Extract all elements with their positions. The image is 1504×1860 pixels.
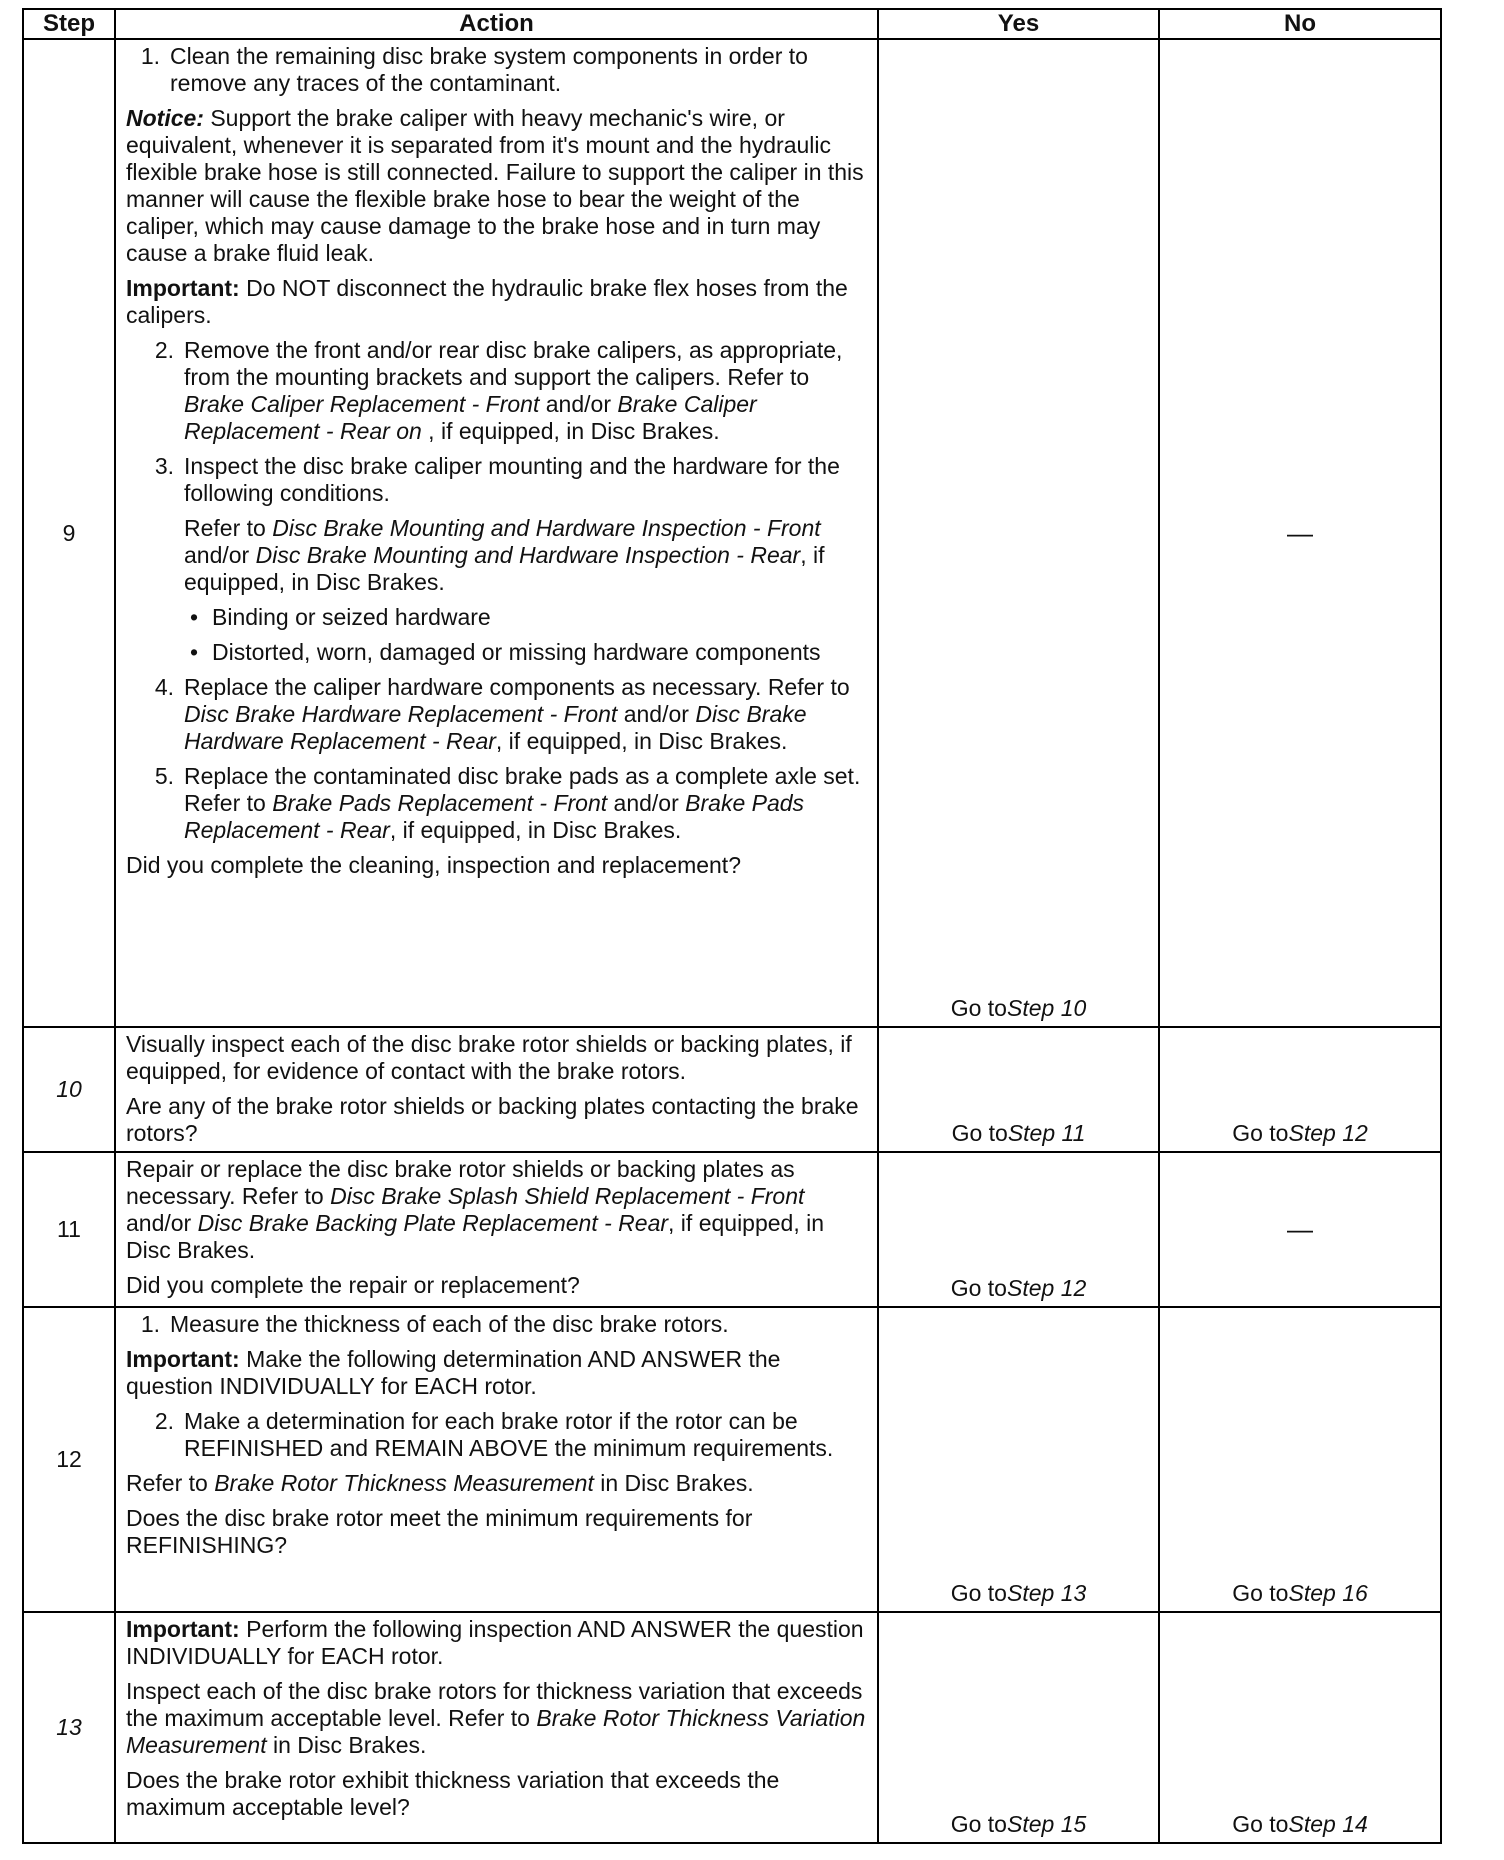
reference-link[interactable]: Disc Brake Splash Shield Replacement - Front xyxy=(330,1183,805,1209)
step-11-number: 11 xyxy=(24,1153,116,1308)
reference-link[interactable]: Disc Brake Backing Plate Replacement - Rear xyxy=(197,1210,669,1236)
instruction: Inspect each of the disc brake rotors for thickness variation that exceeds the maximum acceptable level. Refer to Brake Rotor Thickness Variation Measurement in Disc Brakes. xyxy=(126,1678,866,1758)
step-10-yes[interactable]: Go to Step 11 xyxy=(879,1028,1160,1153)
instruction: Visually inspect each of the disc brake rotor shields or backing plates, if equipped, for evidence of contact with the brake rotors. xyxy=(126,1031,852,1084)
item-text: Inspect the disc brake caliper mounting and the hardware for the following conditions. xyxy=(184,453,840,506)
question: Does the disc brake rotor meet the minimum requirements for REFINISHING? xyxy=(126,1505,753,1558)
item-text: Measure the thickness of each of the disc brake rotors. xyxy=(170,1311,729,1337)
header-no: No xyxy=(1160,10,1440,40)
important-note: Important: Make the following determination AND ANSWER the question INDIVIDUALLY for EACH rotor. xyxy=(126,1346,781,1399)
header-step: Step xyxy=(24,10,116,40)
reference-link[interactable]: Brake Caliper Replacement - Front xyxy=(184,391,540,417)
important-note: Important: Perform the following inspection AND ANSWER the question INDIVIDUALLY for EACH rotor. xyxy=(126,1616,864,1669)
step-11-no: — xyxy=(1160,1153,1440,1308)
diagnostic-table xyxy=(22,8,1442,1844)
item-number: 2. xyxy=(154,337,174,363)
step-13-yes[interactable]: Go to Step 15 xyxy=(879,1613,1160,1842)
step-13-action xyxy=(116,1613,879,1842)
step-10-action xyxy=(116,1028,879,1153)
item-number: 1. xyxy=(140,43,160,69)
reference-link[interactable]: Brake Pads Replacement - Front xyxy=(272,790,608,816)
step-12-action xyxy=(116,1308,879,1613)
item-text: Replace the contaminated disc brake pads as a complete axle set. Refer to Brake Pads Replacement - Front and/or Brake Pads Replacement - Rear, if equipped, in Disc Brakes. xyxy=(184,763,861,843)
question: Does the brake rotor exhibit thickness variation that exceeds the maximum acceptable level? xyxy=(126,1767,780,1820)
reference-link[interactable]: Brake Caliper Replacement - Rear on xyxy=(184,391,757,444)
step-9-number: 9 xyxy=(24,40,116,1028)
item-text: Remove the front and/or rear disc brake calipers, as appropriate, from the mounting brackets and support the calipers. Refer to Brake Caliper Replacement - Front and/or Brake Caliper Replacement - Rear on , if equipped, in Disc Brakes. xyxy=(184,337,843,444)
step-10-no[interactable]: Go to Step 12 xyxy=(1160,1028,1440,1153)
question: Are any of the brake rotor shields or backing plates contacting the brake rotors? xyxy=(126,1093,859,1146)
notice: Notice: Support the brake caliper with heavy mechanic's wire, or equivalent, whenever it is separated from it's mount and the hydraulic flexible brake hose is still connected. Failure to support the caliper in this manner will cause the flexible brake hose to bear the weight of the caliper, which may cause damage to the brake hose and in turn may cause a brake fluid leak. xyxy=(126,105,864,266)
header-yes: Yes xyxy=(879,10,1160,40)
step-12-yes[interactable]: Go to Step 13 xyxy=(879,1308,1160,1613)
instruction: Repair or replace the disc brake rotor shields or backing plates as necessary. Refer to Disc Brake Splash Shield Replacement - Front and/or Disc Brake Backing Plate Replacement - Rear, if equipped, in Disc Brakes. xyxy=(126,1156,825,1263)
refer-text: Refer to Brake Rotor Thickness Measurement in Disc Brakes. xyxy=(126,1470,754,1496)
reference-link[interactable]: Brake Rotor Thickness Variation Measurement xyxy=(126,1705,866,1758)
item-number: 4. xyxy=(154,674,174,700)
item-text: Make a determination for each brake rotor if the rotor can be REFINISHED and REMAIN ABOVE the minimum requirements. xyxy=(184,1408,834,1461)
refer-text: Refer to Disc Brake Mounting and Hardware Inspection - Front and/or Disc Brake Mounting and Hardware Inspection - Rear, if equipped, in Disc Brakes. xyxy=(184,515,825,595)
step-11-yes[interactable]: Go to Step 12 xyxy=(879,1153,1160,1308)
step-12-no[interactable]: Go to Step 16 xyxy=(1160,1308,1440,1613)
reference-link[interactable]: Brake Pads Replacement - Rear xyxy=(184,790,805,843)
item-number: 5. xyxy=(154,763,174,789)
step-13-number: 13 xyxy=(24,1613,116,1842)
question: Did you complete the cleaning, inspection and replacement? xyxy=(126,852,741,878)
item-text: Replace the caliper hardware components as necessary. Refer to Disc Brake Hardware Replacement - Front and/or Disc Brake Hardware Replacement - Rear, if equipped, in Disc Brakes. xyxy=(184,674,850,754)
step-9-no: — xyxy=(1160,40,1440,1028)
reference-link[interactable]: Disc Brake Mounting and Hardware Inspection - Front xyxy=(272,515,821,541)
reference-link[interactable]: Brake Rotor Thickness Measurement xyxy=(214,1470,594,1496)
item-number: 3. xyxy=(154,453,174,479)
step-13-no[interactable]: Go to Step 14 xyxy=(1232,1811,1368,1837)
step-10-number: 10 xyxy=(24,1028,116,1153)
reference-link[interactable]: Disc Brake Mounting and Hardware Inspection - Rear xyxy=(255,542,801,568)
item-number: 2. xyxy=(154,1408,174,1434)
step-9-yes[interactable]: Go to Step 10 xyxy=(879,40,1160,1028)
item-number: 1. xyxy=(140,1311,160,1337)
question: Did you complete the repair or replacement? xyxy=(126,1272,580,1298)
reference-link[interactable]: Disc Brake Hardware Replacement - Front xyxy=(184,701,618,727)
step-12-number: 12 xyxy=(24,1308,116,1613)
important-note: Important: Do NOT disconnect the hydraulic brake flex hoses from the calipers. xyxy=(126,275,848,328)
bullet-item: • Binding or seized hardware xyxy=(190,604,491,630)
step-11-action xyxy=(116,1153,879,1308)
bullet-item: • Distorted, worn, damaged or missing hardware components xyxy=(190,639,821,665)
item-text: Clean the remaining disc brake system components in order to remove any traces of the contaminant. xyxy=(170,43,808,96)
step-9-action xyxy=(116,40,879,1028)
header-action: Action xyxy=(116,10,879,40)
reference-link[interactable]: Disc Brake Hardware Replacement - Rear xyxy=(184,701,807,754)
